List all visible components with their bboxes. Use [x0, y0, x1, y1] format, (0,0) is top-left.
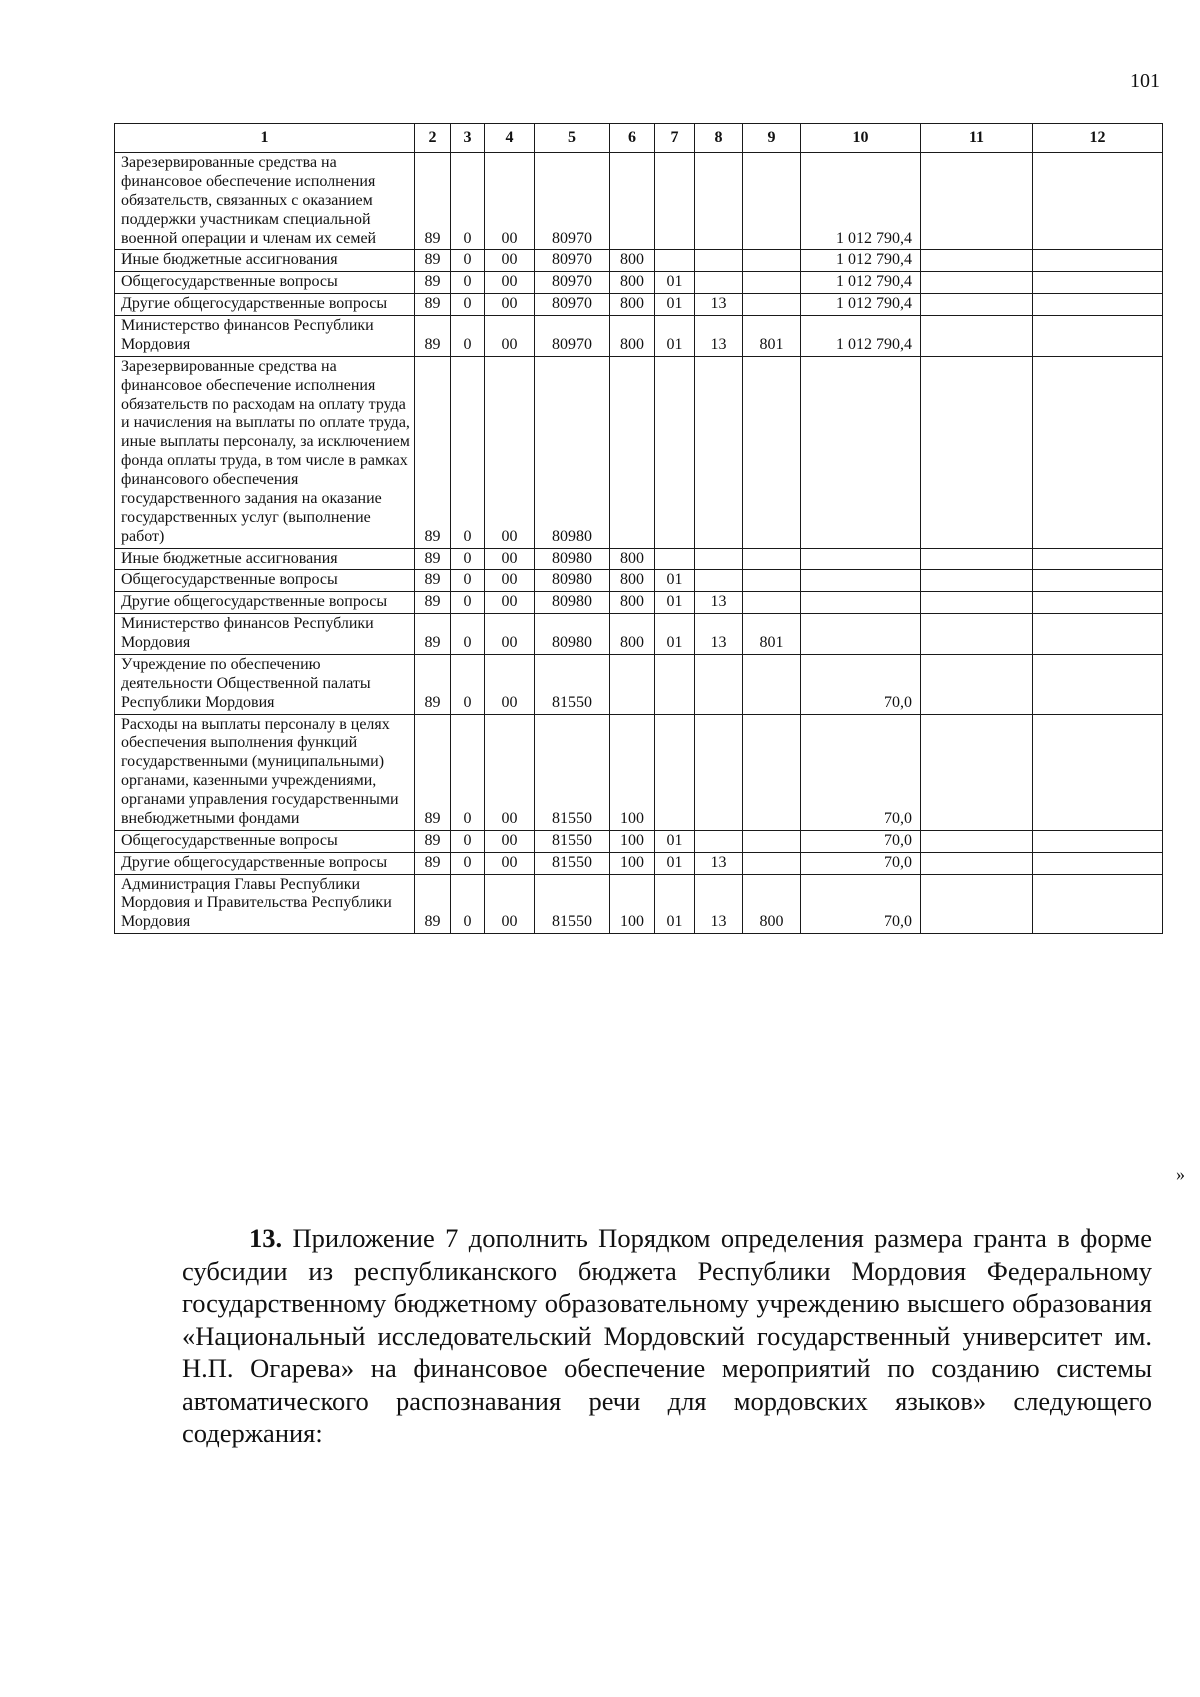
table-cell	[743, 356, 801, 548]
table-cell: 00	[485, 830, 535, 852]
table-cell: 81550	[535, 654, 610, 714]
table-cell: 0	[451, 294, 485, 316]
table-header-row	[115, 124, 1163, 153]
table-cell	[695, 714, 743, 830]
table-cell: 89	[415, 316, 451, 357]
table-cell: 0	[451, 830, 485, 852]
table-cell: 89	[415, 830, 451, 852]
table-cell	[1033, 294, 1163, 316]
table-cell: 0	[451, 714, 485, 830]
table-cell: 00	[485, 654, 535, 714]
table-cell: 80980	[535, 614, 610, 655]
table-cell: 70,0	[801, 654, 921, 714]
table-cell	[743, 294, 801, 316]
table-cell	[921, 852, 1033, 874]
table-cell: 01	[655, 614, 695, 655]
table-cell: 00	[485, 614, 535, 655]
table-cell	[695, 570, 743, 592]
table-cell	[1033, 874, 1163, 934]
table-row	[115, 592, 1163, 614]
table-cell: 89	[415, 592, 451, 614]
table-cell: 0	[451, 852, 485, 874]
row-label: Зарезервированные средства на финансовое обеспечение исполнения обязательств по расходам на оплату труда и начисления на выплаты по оплате труда, иные выплаты персоналу, за исключением фонда оплаты труда, в том числе в рамках финансового обеспечения государственного задания на оказание государственных услуг (выполнение работ)	[115, 356, 415, 548]
table-cell	[921, 570, 1033, 592]
table-cell	[801, 570, 921, 592]
table-cell: 1 012 790,4	[801, 272, 921, 294]
table-cell: 800	[610, 570, 655, 592]
paragraph-text: Приложение 7 дополнить Порядком определения размера гранта в форме субсидии из республиканского бюджета Республики Мордовия Федеральному государственному бюджетному образовательному учреждению высшего образования «Национальный исследовательский Мордовский государственный университет им. Н.П. Огарева» на финансовое обеспечение мероприятий по созданию системы автоматического распознавания речи для мордовских языков» следующего содержания:	[182, 1223, 1152, 1448]
paragraph-number: 13.	[249, 1223, 283, 1253]
table-cell: 0	[451, 614, 485, 655]
table-cell	[1033, 714, 1163, 830]
table-cell: 70,0	[801, 714, 921, 830]
table-cell: 0	[451, 272, 485, 294]
row-label: Зарезервированные средства на финансовое обеспечение исполнения обязательств, связанных с оказанием поддержки участникам специальной военной операции и членам их семей	[115, 153, 415, 250]
column-header: 2	[415, 124, 451, 153]
row-label: Иные бюджетные ассигнования	[115, 250, 415, 272]
table-cell: 801	[743, 316, 801, 357]
table-cell: 81550	[535, 874, 610, 934]
row-label: Общегосударственные вопросы	[115, 272, 415, 294]
table-cell: 01	[655, 294, 695, 316]
table-cell: 80970	[535, 272, 610, 294]
table-cell	[695, 153, 743, 250]
table-cell: 00	[485, 548, 535, 570]
amendment-paragraph	[182, 1222, 1152, 1450]
table-cell: 00	[485, 592, 535, 614]
row-label: Министерство финансов Республики Мордовия	[115, 316, 415, 357]
table-cell	[655, 548, 695, 570]
table-cell: 800	[610, 592, 655, 614]
table-cell: 0	[451, 250, 485, 272]
table-cell: 800	[610, 614, 655, 655]
table-cell: 800	[610, 272, 655, 294]
table-cell: 00	[485, 316, 535, 357]
table-row	[115, 250, 1163, 272]
table-cell	[743, 153, 801, 250]
table-cell: 89	[415, 294, 451, 316]
table-cell	[610, 153, 655, 250]
table-cell	[695, 548, 743, 570]
table-cell	[921, 356, 1033, 548]
table-cell: 01	[655, 570, 695, 592]
row-label: Расходы на выплаты персоналу в целях обеспечения выполнения функций государственными (муниципальными) органами, казенными учреждениями, органами управления государственными внебюджетными фондами	[115, 714, 415, 830]
table-cell: 0	[451, 548, 485, 570]
page-number: 101	[1130, 70, 1160, 92]
table-row	[115, 570, 1163, 592]
table-cell: 13	[695, 592, 743, 614]
table-cell: 89	[415, 874, 451, 934]
table-cell	[1033, 316, 1163, 357]
table-cell: 01	[655, 272, 695, 294]
table-cell	[695, 250, 743, 272]
table-cell: 89	[415, 356, 451, 548]
table-cell: 80980	[535, 548, 610, 570]
budget-table	[114, 123, 1163, 934]
table-cell	[921, 250, 1033, 272]
table-cell: 81550	[535, 852, 610, 874]
table-cell: 13	[695, 614, 743, 655]
table-cell: 01	[655, 592, 695, 614]
table-cell: 800	[610, 316, 655, 357]
column-header: 6	[610, 124, 655, 153]
table-cell: 00	[485, 294, 535, 316]
table-cell: 89	[415, 153, 451, 250]
table-cell: 801	[743, 614, 801, 655]
row-label: Иные бюджетные ассигнования	[115, 548, 415, 570]
table-cell: 89	[415, 250, 451, 272]
table-cell: 89	[415, 570, 451, 592]
table-cell	[655, 356, 695, 548]
table-cell	[921, 153, 1033, 250]
table-row	[115, 874, 1163, 934]
column-header: 3	[451, 124, 485, 153]
table-cell: 89	[415, 548, 451, 570]
row-label: Министерство финансов Республики Мордовия	[115, 614, 415, 655]
table-cell	[743, 548, 801, 570]
table-cell	[801, 592, 921, 614]
table-cell: 70,0	[801, 830, 921, 852]
row-label: Другие общегосударственные вопросы	[115, 294, 415, 316]
table-cell	[610, 654, 655, 714]
row-label: Другие общегосударственные вопросы	[115, 592, 415, 614]
row-label: Общегосударственные вопросы	[115, 570, 415, 592]
table-cell: 13	[695, 852, 743, 874]
row-label: Администрация Главы Республики Мордовия и Правительства Республики Мордовия	[115, 874, 415, 934]
table-cell: 0	[451, 316, 485, 357]
table-cell	[921, 654, 1033, 714]
table-cell	[695, 272, 743, 294]
table-cell: 89	[415, 714, 451, 830]
table-cell	[743, 654, 801, 714]
table-cell: 00	[485, 153, 535, 250]
table-cell	[1033, 654, 1163, 714]
table-row	[115, 714, 1163, 830]
table-cell: 1 012 790,4	[801, 250, 921, 272]
column-header: 11	[921, 124, 1033, 153]
table-cell: 800	[610, 250, 655, 272]
table-cell	[801, 614, 921, 655]
table-cell	[1033, 250, 1163, 272]
table-cell: 00	[485, 570, 535, 592]
table-row	[115, 272, 1163, 294]
table-cell: 13	[695, 316, 743, 357]
table-cell: 13	[695, 874, 743, 934]
table-cell	[1033, 852, 1163, 874]
table-cell: 89	[415, 654, 451, 714]
row-label: Общегосударственные вопросы	[115, 830, 415, 852]
table-cell: 800	[743, 874, 801, 934]
table-cell	[655, 153, 695, 250]
column-header: 7	[655, 124, 695, 153]
table-cell: 70,0	[801, 874, 921, 934]
column-header: 10	[801, 124, 921, 153]
table-cell: 00	[485, 250, 535, 272]
table-cell	[1033, 153, 1163, 250]
row-label: Учреждение по обеспечению деятельности Общественной палаты Республики Мордовия	[115, 654, 415, 714]
table-cell	[921, 548, 1033, 570]
table-row	[115, 356, 1163, 548]
table-row	[115, 153, 1163, 250]
table-cell: 100	[610, 830, 655, 852]
table-row	[115, 294, 1163, 316]
table-cell: 80970	[535, 250, 610, 272]
table-cell	[610, 356, 655, 548]
table-cell: 81550	[535, 830, 610, 852]
table-cell	[743, 570, 801, 592]
table-cell	[743, 830, 801, 852]
table-cell	[1033, 356, 1163, 548]
table-cell: 80970	[535, 294, 610, 316]
table-cell	[743, 272, 801, 294]
table-cell: 81550	[535, 714, 610, 830]
table-cell: 0	[451, 356, 485, 548]
table-cell	[1033, 548, 1163, 570]
table-cell	[655, 714, 695, 830]
table-cell	[695, 830, 743, 852]
table-cell	[921, 874, 1033, 934]
table-cell	[743, 714, 801, 830]
column-header: 8	[695, 124, 743, 153]
table-cell	[921, 830, 1033, 852]
table-cell: 100	[610, 852, 655, 874]
table-cell	[655, 250, 695, 272]
table-cell	[1033, 272, 1163, 294]
table-cell: 00	[485, 874, 535, 934]
table-cell: 00	[485, 356, 535, 548]
table-cell: 01	[655, 830, 695, 852]
table-cell	[921, 614, 1033, 655]
table-body	[115, 153, 1163, 934]
table-cell: 0	[451, 570, 485, 592]
table-cell: 01	[655, 874, 695, 934]
table-cell: 89	[415, 852, 451, 874]
table-cell	[1033, 830, 1163, 852]
column-header: 12	[1033, 124, 1163, 153]
closing-quote: »	[1176, 1164, 1185, 1184]
table-cell: 00	[485, 272, 535, 294]
table-row	[115, 654, 1163, 714]
table-cell: 01	[655, 852, 695, 874]
table-cell	[921, 714, 1033, 830]
row-label: Другие общегосударственные вопросы	[115, 852, 415, 874]
table-cell: 80970	[535, 153, 610, 250]
table-cell	[1033, 570, 1163, 592]
table-cell: 100	[610, 714, 655, 830]
table-cell: 1 012 790,4	[801, 153, 921, 250]
column-header: 9	[743, 124, 801, 153]
table-cell	[921, 272, 1033, 294]
table-cell: 1 012 790,4	[801, 316, 921, 357]
table-cell	[921, 592, 1033, 614]
column-header: 1	[115, 124, 415, 153]
table-cell	[1033, 592, 1163, 614]
column-header: 4	[485, 124, 535, 153]
table-row	[115, 548, 1163, 570]
table-cell: 0	[451, 153, 485, 250]
table-cell	[801, 548, 921, 570]
table-cell	[801, 356, 921, 548]
table-cell: 800	[610, 294, 655, 316]
table-row	[115, 614, 1163, 655]
table-row	[115, 316, 1163, 357]
table-cell: 80980	[535, 570, 610, 592]
table-cell: 00	[485, 852, 535, 874]
table-cell	[1033, 614, 1163, 655]
table-cell	[655, 654, 695, 714]
table-cell: 00	[485, 714, 535, 830]
table-cell	[695, 356, 743, 548]
table-cell: 89	[415, 272, 451, 294]
table-cell: 80980	[535, 356, 610, 548]
table-cell	[921, 316, 1033, 357]
table-cell: 13	[695, 294, 743, 316]
table-cell	[743, 852, 801, 874]
table-cell: 100	[610, 874, 655, 934]
table-cell: 80970	[535, 316, 610, 357]
table-cell: 70,0	[801, 852, 921, 874]
table-cell: 0	[451, 654, 485, 714]
table-cell: 89	[415, 614, 451, 655]
table-cell: 0	[451, 874, 485, 934]
table-cell	[695, 654, 743, 714]
table-cell	[743, 592, 801, 614]
table-row	[115, 830, 1163, 852]
table-cell	[921, 294, 1033, 316]
table-cell: 01	[655, 316, 695, 357]
table-row	[115, 852, 1163, 874]
table-cell: 80980	[535, 592, 610, 614]
table-cell: 1 012 790,4	[801, 294, 921, 316]
table-cell: 0	[451, 592, 485, 614]
table-cell: 800	[610, 548, 655, 570]
table-cell	[743, 250, 801, 272]
column-header: 5	[535, 124, 610, 153]
